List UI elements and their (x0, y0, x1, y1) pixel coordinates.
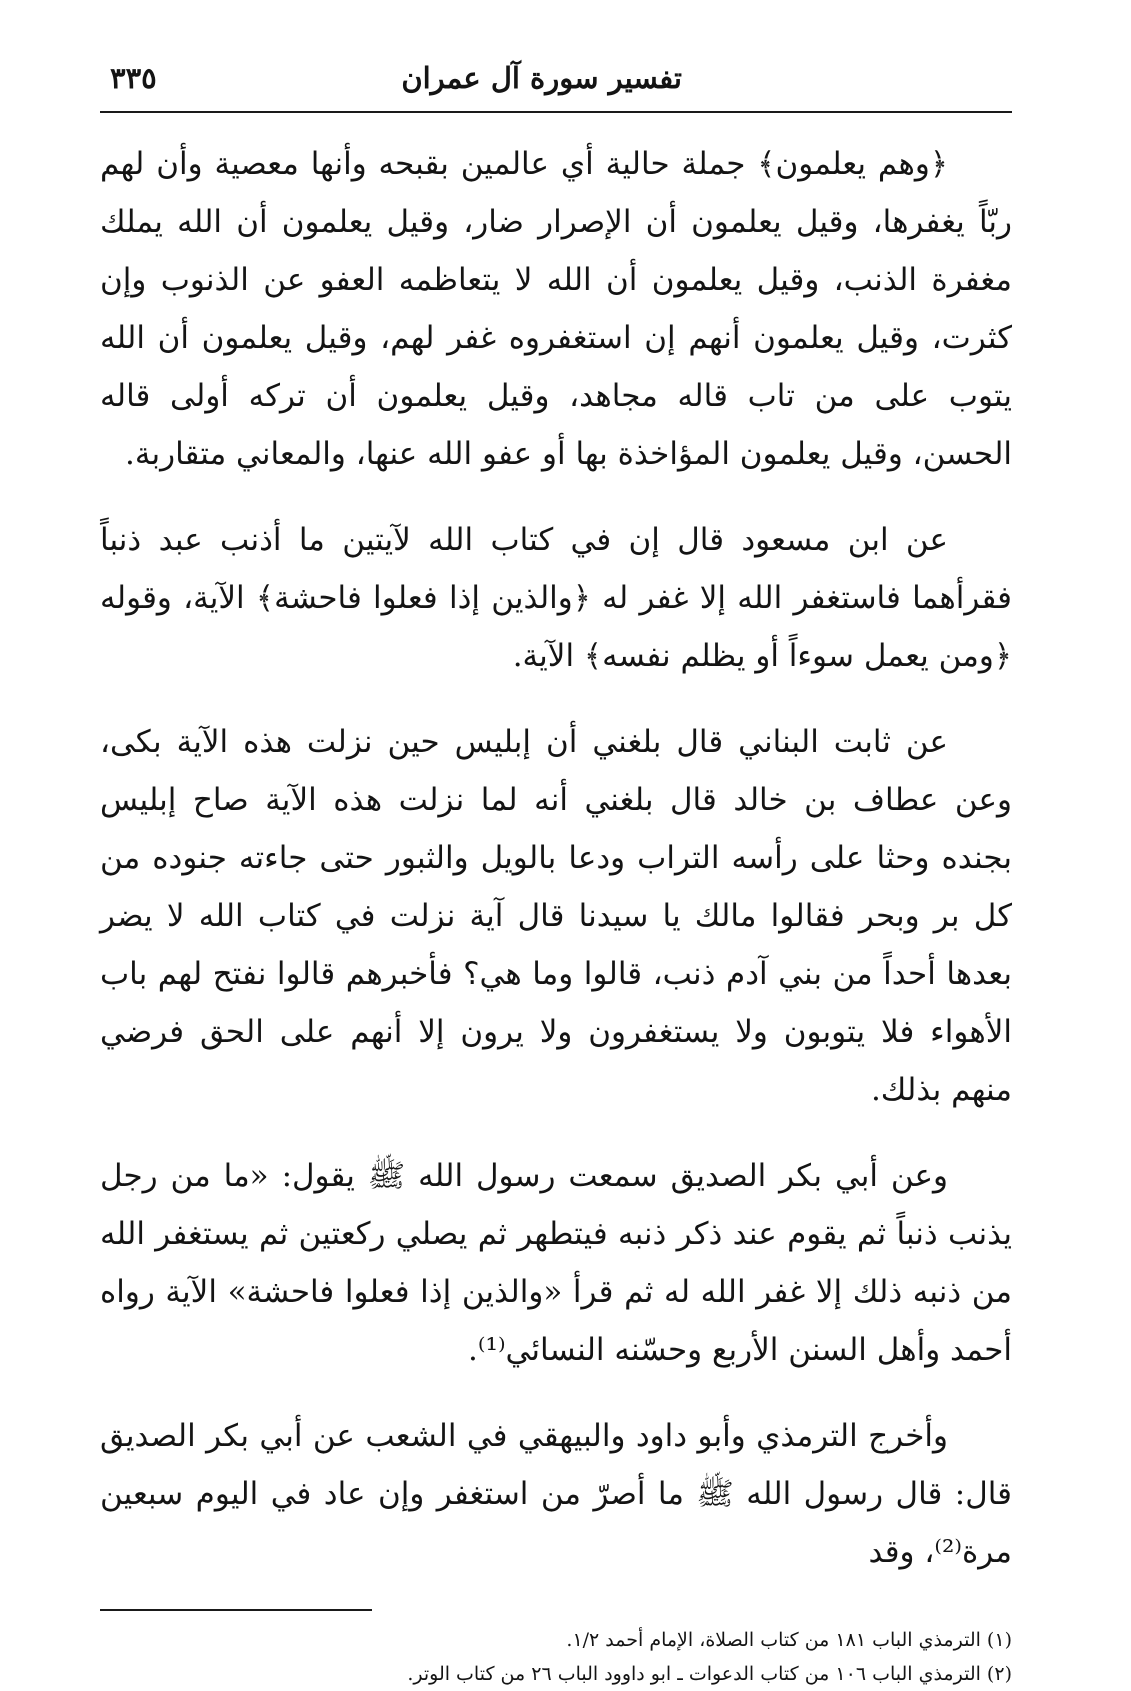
paragraph: وعن أبي بكر الصديق سمعت رسول الله ﷺ يقول: «ما من رجل يذنب ذنباً ثم يقوم عند ذكر ذنبه فيتطهر ثم يصلي ركعتين ثم يستغفر الله من ذنبه ذلك إلا غفر الله له ثم قرأ «والذين إذا فعلوا فاحشة» الآية رواه أحمد وأهل السنن الأربع وحسّنه النسائي⁽¹⁾. (100, 1158, 1012, 1368)
paragraph: عن ثابت البناني قال بلغني أن إبليس حين نزلت هذه الآية بكى، وعن عطاف بن خالد قال بلغني أنه لما نزلت هذه الآية صاح إبليس بجنده وحثا على رأسه التراب ودعا بالويل والثبور حتى جاءته جنوده من كل بر وبحر فقالوا مالك يا سيدنا قال آية نزلت في كتاب الله لا يضر بعدها أحداً من بني آدم ذنب، قالوا وما هي؟ فأخبرهم قالوا نفتح لهم باب الأهواء فلا يتوبون ولا يستغفرون ولا يرون إلا أنهم على الحق فرضي منهم بذلك. (100, 724, 1012, 1108)
footnote: (١) الترمذي الباب ١٨١ من كتاب الصلاة، الإمام أحمد ١/٢. (566, 1629, 1012, 1651)
footnotes (100, 1623, 1012, 1691)
page-number: ٣٣٥ (110, 61, 157, 95)
page-header (100, 55, 1012, 113)
footnote-divider (100, 1609, 372, 1611)
running-title: تفسير سورة آل عمران (401, 61, 682, 95)
book-page (100, 55, 1012, 1685)
paragraph: ﴿وهم يعلمون﴾ جملة حالية أي عالمين بقبحه وأنها معصية وأن لهم ربّاً يغفرها، وقيل يعلمون أن الإصرار ضار، وقيل يعلمون أن الله يملك مغفرة الذنب، وقيل يعلمون أن الله لا يتعاظمه العفو عن الذنوب وإن كثرت، وقيل يعلمون أنهم إن استغفروه غفر لهم، وقيل يعلمون أن الله يتوب على من تاب قاله مجاهد، وقيل يعلمون أن تركه أولى قاله الحسن، وقيل يعلمون المؤاخذة بها أو عفو الله عنها، والمعاني متقاربة. (100, 146, 1012, 472)
paragraph: عن ابن مسعود قال إن في كتاب الله لآيتين ما أذنب عبد ذنباً فقرأهما فاستغفر الله إلا غفر له ﴿والذين إذا فعلوا فاحشة﴾ الآية، وقوله ﴿ومن يعمل سوءاً أو يظلم نفسه﴾ الآية. (100, 522, 1012, 674)
main-text (100, 135, 1012, 1581)
paragraph: وأخرج الترمذي وأبو داود والبيهقي في الشعب عن أبي بكر الصديق قال: قال رسول الله ﷺ ما أصرّ من استغفر وإن عاد في اليوم سبعين مرة⁽²⁾، وقد (100, 1418, 1012, 1570)
footnote: (٢) الترمذي الباب ١٠٦ من كتاب الدعوات ـ ابو داوود الباب ٢٦ من كتاب الوتر. (407, 1663, 1012, 1685)
